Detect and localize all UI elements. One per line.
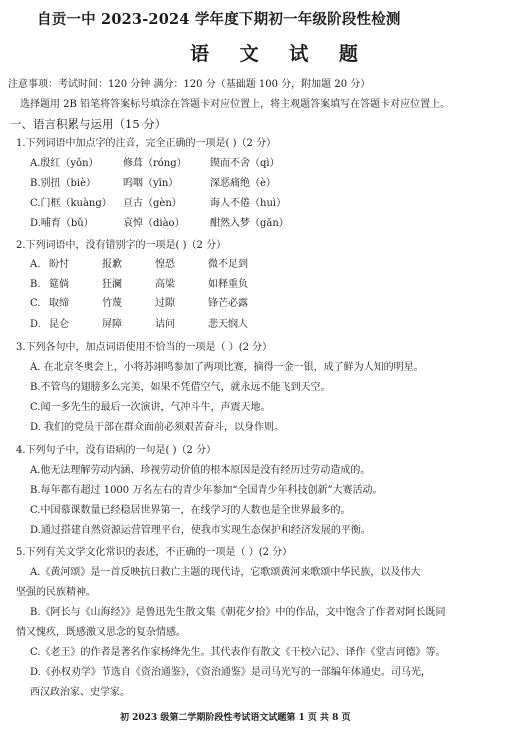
- q2-opt-b-2: 狂澜: [102, 279, 122, 290]
- q2-opt-d-3: 诘问: [155, 319, 175, 330]
- q2-opt-c-3: 过隙: [155, 298, 175, 309]
- q4-opt-c: C.中国慕课数量已经稳居世界第一，在线学习的人数也是全世界最多的。: [30, 505, 351, 516]
- q2-opt-c-label: C.: [30, 298, 41, 309]
- q2-opt-a-2: 报歉: [102, 259, 122, 270]
- q1-opt-a-2: 修葺（róng）: [123, 158, 187, 169]
- q2-opt-c-4: 锋芒必露: [208, 298, 248, 309]
- q1-opt-a-3: 锲而不舍（qì）: [210, 158, 280, 169]
- q2-opt-b-1: 筵倘: [49, 279, 69, 290]
- q3-opt-a: A. 在北京冬奥会上，小将苏翊鸣参加了两项比赛，摘得一金一银，成了鲜为人知的明星。: [30, 362, 424, 373]
- q5-stem: 5.下列有关文学文化常识的表述，不正确的一项是（ ）(2 分）: [16, 547, 293, 558]
- q2-opt-d-1: 昆仑: [49, 319, 69, 330]
- q2-opt-c-2: 竹蔑: [102, 298, 122, 309]
- q4-stem: 4.下列句子中，没有语病的一句是( )（2 分）: [16, 445, 217, 456]
- q1-opt-c-1: C.门框（kuàng）: [30, 198, 112, 209]
- q2-opt-c-1: 取缔: [49, 298, 69, 309]
- q2-opt-b-4: 如释重负: [208, 279, 248, 290]
- q1-opt-d-1: D.哺育（bǔ）: [30, 218, 94, 229]
- q1-opt-b-1: B.别扭（biè）: [30, 178, 97, 189]
- q2-opt-d-2: 屏障: [102, 319, 122, 330]
- q1-opt-c-2: 亘古（gèn）: [123, 198, 182, 209]
- q2-opt-a-3: 惶恐: [155, 259, 175, 270]
- q2-stem: 2.下列词语中，没有错别字的一项是( )（2 分）: [16, 240, 227, 251]
- q5-opt-d-line1: D.《孙权劝学》节选自《资治通鉴》，《资治通鉴》是司马光写的一部编年体通史。司马光，: [30, 667, 431, 678]
- q1-opt-b-2: 呜咽（yīn）: [123, 178, 179, 189]
- q5-opt-a-line2: 坚强的民族精神。: [16, 587, 96, 598]
- q3-stem: 3.下列各句中，加点词语使用不恰当的一项是（ ）(2 分）: [16, 342, 273, 353]
- q4-opt-b: B.每年都有超过 1000 万名左右的青少年参加“全国青少年科技创新”大赛活动。: [30, 485, 383, 496]
- page-footer: 初 2023 级第二学期阶段性考试语文试题第 1 页 共 8 页: [120, 713, 351, 723]
- q2-opt-d-4: 悲天悯人: [208, 319, 248, 330]
- q2-opt-b-label: B.: [30, 279, 41, 290]
- q4-opt-a: A.他无法理解劳动内涵、珍视劳动价值的根本原因是没有经历过劳动造成的。: [30, 465, 371, 476]
- q2-opt-a-1: 盼忖: [49, 259, 69, 270]
- q1-stem: 1.下列词语中加点字的注音，完全正确的一项是( )（2 分）: [16, 138, 277, 149]
- q2-opt-a-4: 微不足到: [208, 259, 248, 270]
- q3-opt-b: B.不管鸟的翅膀多么完美，如果不凭借空气，就永远不能飞到天空。: [30, 382, 331, 393]
- notes-line-2: 选择题用 2B 铅笔将答案标号填涂在答题卡对应位置上，将主观题答案填写在答题卡对应位置上。: [20, 99, 451, 110]
- q1-opt-a-1: A.殷红（yǒn）: [30, 158, 99, 169]
- q1-opt-b-3: 深恶痛绝（è）: [210, 178, 276, 189]
- notes-line-1: 注意事项：考试时间：120 分钟 满分：120 分（基础题 100 分，附加题 20 分）: [8, 79, 371, 90]
- q5-opt-d-line2: 西汉政治家、史学家。: [30, 687, 130, 698]
- q2-opt-b-3: 高梁: [155, 279, 175, 290]
- subject-title: 语 文 试 题: [190, 43, 370, 65]
- exam-title: 自贡一中 2023-2024 学年度下期初一年级阶段性检测: [37, 11, 401, 28]
- q3-opt-c: C.闻一多先生的最后一次演讲，气冲斗牛，声震天地。: [30, 402, 271, 413]
- q5-opt-c-line1: C.《老王》的作者是著名作家杨绛先生。其代表作有散文《干校六记》、译作《堂吉诃德》等。: [30, 647, 446, 658]
- q2-opt-a-label: A.: [30, 259, 41, 270]
- q5-opt-a-line1: A.《黄河颂》是一首反映抗日救亡主题的现代诗，它歌颂黄河来歌颂中华民族，以及伟大: [30, 567, 421, 578]
- section-title: 一、语言积累与运用（15 分）: [10, 117, 167, 131]
- q1-opt-c-3: 诲人不倦（huì）: [210, 198, 287, 209]
- q5-opt-b-line2: 情又愧疚，既感激又思念的复杂情感。: [16, 627, 186, 638]
- q4-opt-d: D.通过搭建自然资源运营管理平台，使我市实现生态保护和经济发展的平衡。: [30, 525, 371, 536]
- q3-opt-d: D. 我们的党员干部在群众面前必须艰苦奋斗，以身作则。: [30, 422, 285, 433]
- q2-opt-d-label: D.: [30, 319, 41, 330]
- q1-opt-d-2: 哀悼（diào）: [123, 218, 185, 229]
- q1-opt-d-3: 酣然入梦（gān）: [210, 218, 289, 229]
- q5-opt-b-line1: B.《阿长与《山海经》》是鲁迅先生散文集《朝花夕拾》中的作品，文中饱含了作者对阿长既同: [30, 607, 446, 618]
